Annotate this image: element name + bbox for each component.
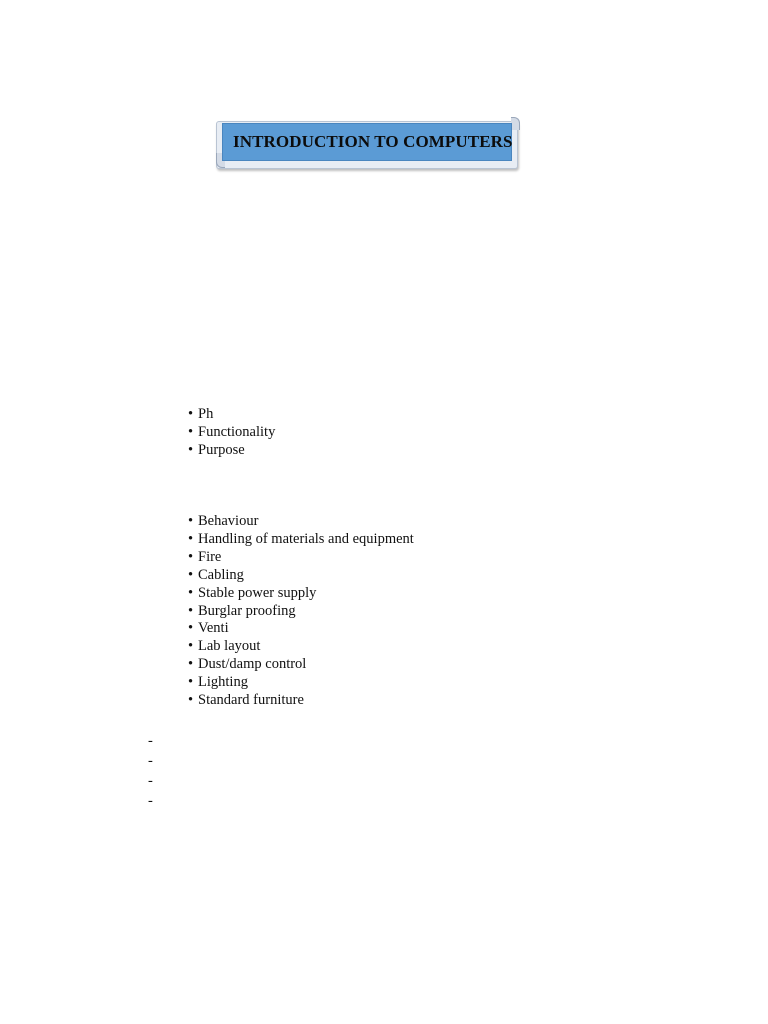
bullet-marker: • xyxy=(188,566,194,583)
list-item xyxy=(188,674,414,692)
title-banner xyxy=(216,117,520,167)
dash-marker: - xyxy=(148,773,153,789)
bullet-marker: • xyxy=(188,530,194,547)
bullet-marker: • xyxy=(188,441,194,458)
list-item-text: Stable power supply xyxy=(198,584,317,601)
list-item xyxy=(188,549,414,567)
list-item-text: Standard furniture xyxy=(198,692,304,709)
list-item xyxy=(188,656,414,674)
list-item xyxy=(188,531,414,549)
list-item xyxy=(188,406,275,424)
bullet-marker: • xyxy=(188,620,194,637)
dash-marker: - xyxy=(148,793,153,809)
bullet-marker: • xyxy=(188,692,194,709)
list-item xyxy=(188,638,414,656)
list-item xyxy=(188,442,275,460)
bullet-marker: • xyxy=(188,548,194,565)
list-item-text: Dust/damp control xyxy=(198,656,307,673)
list-item-text: Functionality xyxy=(198,423,276,440)
banner-curl-right xyxy=(511,117,520,130)
list-item-text: Burglar proofing xyxy=(198,602,296,619)
dash-list xyxy=(148,731,153,811)
banner-face xyxy=(222,123,512,161)
list-item xyxy=(188,424,275,442)
bullet-marker: • xyxy=(188,656,194,673)
list-item-text: Fire xyxy=(198,548,222,565)
list-item-text: Lab layout xyxy=(198,638,261,655)
list-item-text: Ph xyxy=(198,406,214,422)
list-item xyxy=(188,513,414,531)
list-item-text: Behaviour xyxy=(198,513,259,529)
list-item xyxy=(188,620,414,638)
list-item xyxy=(188,692,414,710)
bullet-marker: • xyxy=(188,638,194,655)
bullet-list-one xyxy=(188,406,275,460)
list-item-text: Handling of materials and equipment xyxy=(198,530,414,547)
list-item xyxy=(188,585,414,603)
bullet-marker: • xyxy=(188,602,194,619)
list-item-text: Lighting xyxy=(198,674,248,691)
bullet-marker: • xyxy=(188,513,194,529)
list-item xyxy=(188,603,414,621)
bullet-marker: • xyxy=(188,674,194,691)
page-title: INTRODUCTION TO COMPUTERS xyxy=(233,132,513,151)
list-item-text: Purpose xyxy=(198,441,245,458)
bullet-marker: • xyxy=(188,406,194,422)
bullet-marker: • xyxy=(188,423,194,440)
list-item-text: Venti xyxy=(198,620,229,637)
bullet-list-two xyxy=(188,513,414,710)
list-item xyxy=(188,567,414,585)
dash-marker: - xyxy=(148,753,153,769)
list-item-text: Cabling xyxy=(198,566,244,583)
dash-marker: - xyxy=(148,733,153,749)
bullet-marker: • xyxy=(188,584,194,601)
